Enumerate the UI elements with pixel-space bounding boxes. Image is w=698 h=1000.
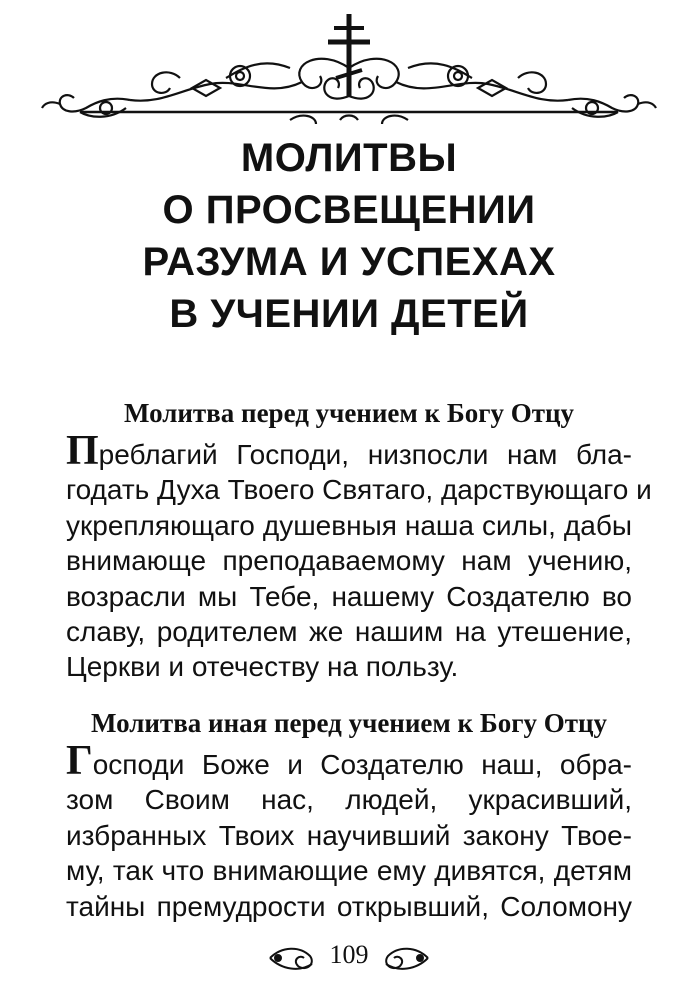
text-line: годать Духа Твоего Святаго, дарствующаго и xyxy=(66,474,652,506)
page-number: 109 xyxy=(329,940,369,969)
title-line: В УЧЕНИИ ДЕТЕЙ xyxy=(169,292,529,336)
text-line: возрасли мы Тебе, нашему Создателю во xyxy=(66,580,632,612)
prayer2-heading: Молитва иная перед учением к Богу Отцу xyxy=(90,708,608,738)
text-line xyxy=(66,738,632,784)
text-line-content: осподи Боже и Создателю наш, обра- xyxy=(92,749,632,780)
text-line: избранных Твоих научивший закону Твое- xyxy=(66,819,632,851)
title-line: О ПРОСВЕЩЕНИИ xyxy=(162,188,536,232)
top-ornament-cross xyxy=(40,8,658,128)
text-line-content: реблагий Господи, низпосли нам бла- xyxy=(98,439,632,470)
text-line: славу, родителем же нашим на утешение, xyxy=(66,616,632,648)
drop-cap: Г xyxy=(66,738,93,784)
title-line: МОЛИТВЫ xyxy=(240,136,458,180)
text-line: тайны премудрости открывший, Соломону xyxy=(66,890,632,922)
text-line: внимающе преподаваемому нам учению, xyxy=(66,545,632,577)
text-line: укрепляющаго душевныя наша силы, дабы xyxy=(66,509,632,541)
text-line xyxy=(66,428,632,474)
text-line: зом Своим нас, людей, украсивший, xyxy=(66,784,632,816)
prayer2-text xyxy=(66,738,632,924)
title-line: РАЗУМА И УСПЕХАХ xyxy=(142,240,556,284)
prayer1-heading: Молитва перед учением к Богу Отцу xyxy=(123,398,575,428)
page-title xyxy=(0,132,698,340)
text-line: Церкви и отечеству на пользу. xyxy=(66,651,459,683)
text-line: му, так что внимающие ему дивятся, детям xyxy=(66,855,632,887)
drop-cap: П xyxy=(66,428,99,474)
prayer1-text xyxy=(66,428,652,685)
